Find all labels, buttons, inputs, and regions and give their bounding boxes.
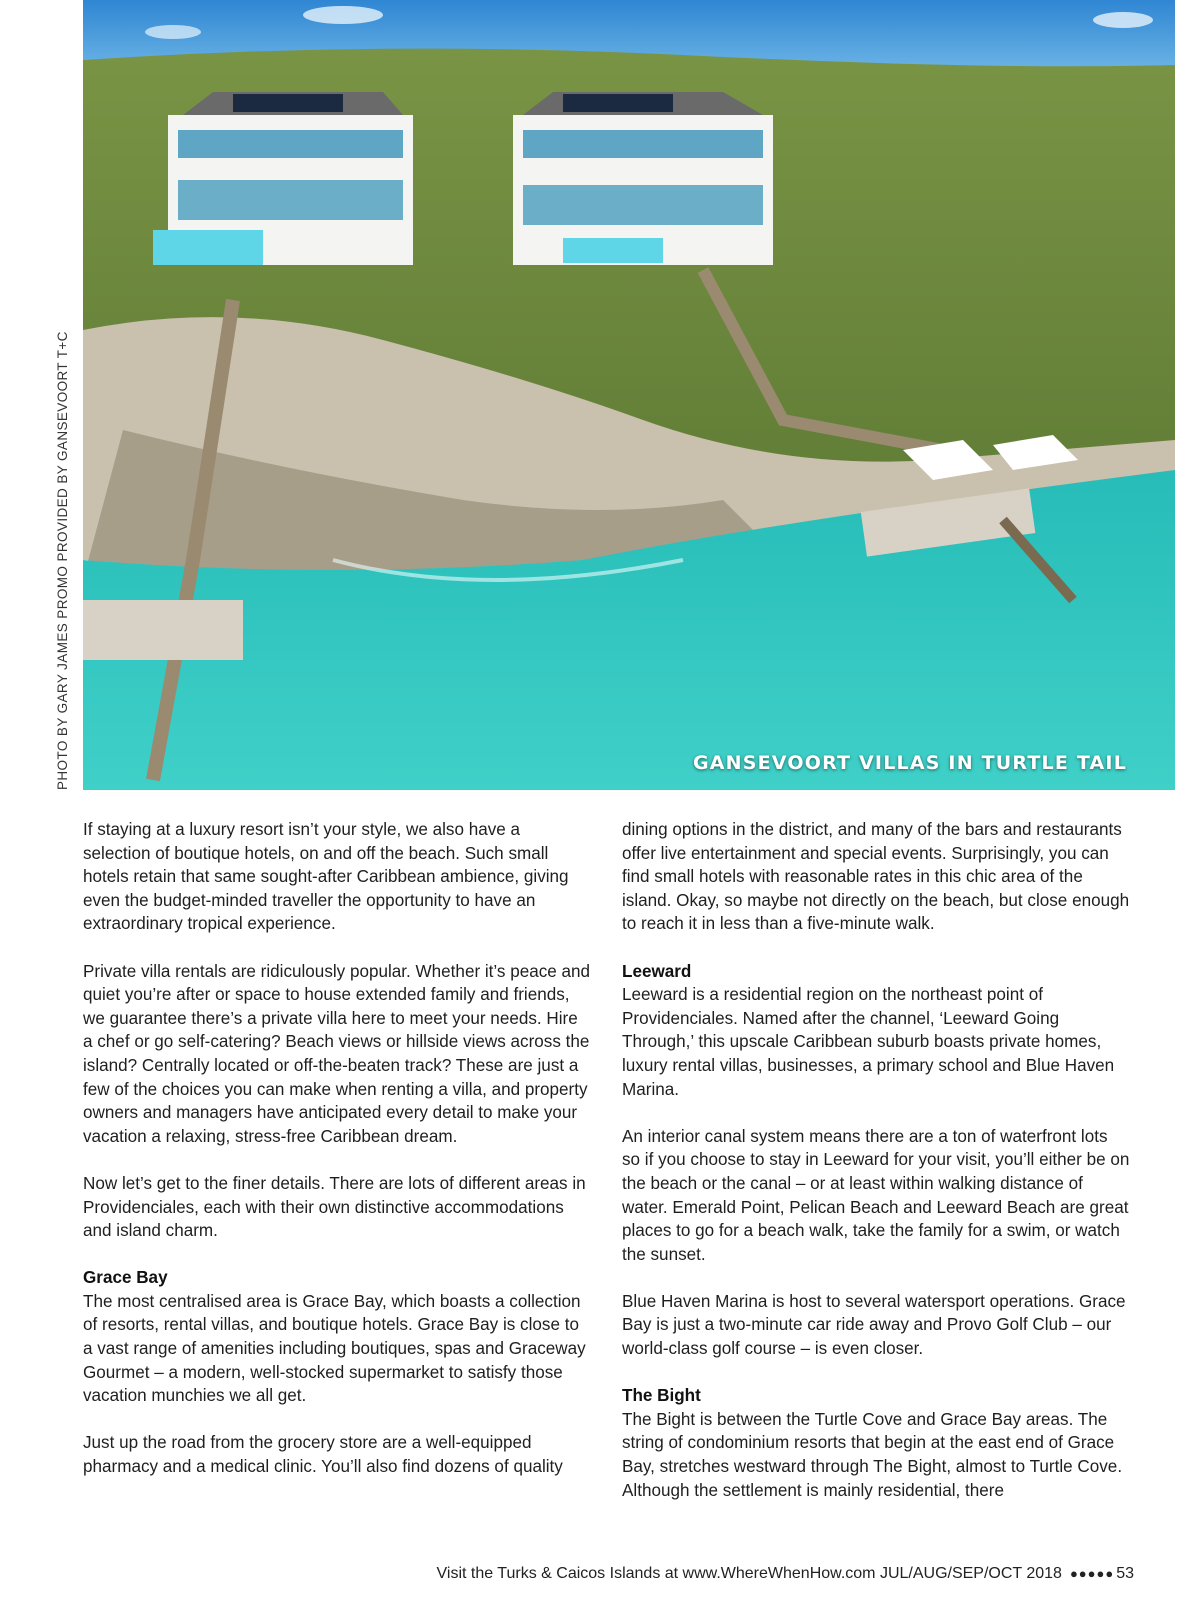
hero-photo [83, 0, 1175, 790]
page-footer [437, 1565, 1134, 1583]
paragraph: An interior canal system means there are a ton of waterfront lots so if you choose to stay in Leeward for your visit, you’ll either be on the beach or the canal – or at least within walking distance of water. Emerald Point, Pelican Beach and Leeward Beach are great places to go for a beach walk, take the family for a swim, or watch the sunset. [622, 1126, 1130, 1264]
paragraph: The Bight is between the Turtle Cove and Grace Bay areas. The string of condominium resorts that begin at the east end of Grace Bay, stretches westward through The Bight, almost to Turtle Cove. Although the settlement is mainly residential, there [622, 1409, 1123, 1500]
paragraph: The most centralised area is Grace Bay, which boasts a collection of resorts, rental villas, and boutique hotels. Grace Bay is close to a vast range of amenities including boutiques, spas and Graceway Gourmet – a modern, well-stocked supermarket to satisfy those vacation munchies we all get. [83, 1291, 586, 1406]
footer-dots: ●●●●● [1069, 1566, 1115, 1581]
right-column [622, 818, 1130, 1526]
left-column [83, 818, 591, 1502]
footer-text: Visit the Turks & Caicos Islands at www.WhereWhenHow.com JUL/AUG/SEP/OCT 2018 [436, 1565, 1062, 1582]
paragraph: dining options in the district, and many of the bars and restaurants offer live entertainment and special events. Surprisingly, you can find small hotels with reasonable rates in this chic area of the island. Okay, so maybe not directly on the beach, but close enough to reach it in less than a five-minute walk. [622, 820, 1130, 934]
paragraph: Just up the road from the grocery store are a well-equipped pharmacy and a medical clinic. You’ll also find dozens of quality [83, 1433, 563, 1477]
photo-credit: PHOTO BY GARY JAMES PROMO PROVIDED BY GANSEVOORT T+C [55, 331, 70, 790]
paragraph: Now let’s get to the finer details. There are lots of different areas in Providenciales, each with their own distinctive accommodations and island charm. [83, 1173, 586, 1241]
paragraph: Private villa rentals are ridiculously popular. Whether it’s peace and quiet you’re after or space to house extended family and friends, we guarantee there’s a private villa here to meet your needs. Hire a chef or go self-catering? Beach views or hillside views across the island? Centrally located or off-the-beaten track? These are just a few of the choices you can make when renting a villa, and property owners and managers have anticipated every detail to make your vacation a relaxing, stress-free Caribbean dream. [83, 961, 591, 1146]
section-heading-the-bight: The Bight [622, 1386, 701, 1406]
page-number: 53 [1116, 1565, 1134, 1582]
photo-caption: GANSEVOORT VILLAS IN TURTLE TAIL [692, 752, 1127, 774]
paragraph: If staying at a luxury resort isn’t your style, we also have a selection of boutique hotels, on and off the beach. Such small hotels retain that same sought-after Caribbean ambience, giving even the budget-minded traveller the opportunity to have an extraordinary tropical experience. [83, 820, 569, 934]
section-heading-grace-bay: Grace Bay [83, 1268, 168, 1288]
section-heading-leeward: Leeward [622, 961, 692, 981]
paragraph: Leeward is a residential region on the northeast point of Providenciales. Named after the channel, ‘Leeward Going Through,’ this upscale Caribbean suburb boasts private homes, luxury rental villas, businesses, a primary school and Blue Haven Marina. [622, 985, 1115, 1099]
paragraph: Blue Haven Marina is host to several watersport operations. Grace Bay is just a two-minute car ride away and Provo Golf Club – our world-class golf course – is even closer. [622, 1291, 1126, 1359]
villas-aerial-image [83, 0, 1175, 790]
